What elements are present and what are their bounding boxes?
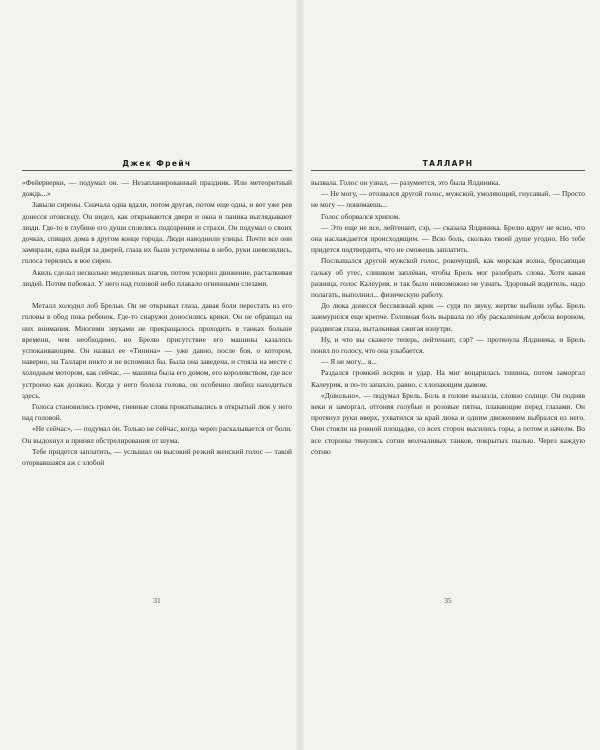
paragraph: «Не сейчас», — подумал он. Только не сейчас, когда череп раскалывается от боли. Он выдохнул и принял обстрелирования от шума. xyxy=(22,424,292,445)
paragraph: Раздался громкий вскрик и удар. На миг воцарилась тишина, потом заморгал Калеурия, и по-то запахло, равно, с хлопающим дымом. xyxy=(311,368,585,389)
paragraph: Ну, и что вы скажете теперь, лейтенант, сэр? — протянула Ялдиника, и Брель понял по голосу, что она улыбается. xyxy=(311,334,585,356)
paragraph: «Довольно», — подумал Брель. Боль в голове вылазла, словно солнце. Он подняв веки и заморгал, отгоняя голубые и розовые пятна, плавающие перед глазами. Он протянул руки вверх, ухватился за край люка и одним движением выбрался из него. Они стояли на ровной площадке, со всех сторон высились горы, а потом и начелм. Во все стороны тянулись сотни молчаливых танков, покрытых пылью. Через каждую сотню xyxy=(311,390,585,456)
page-number: 31 xyxy=(153,596,161,605)
paragraph: До люка донесся бессвязный крик — судя по звуку, жертве выбили зубы. Брель зажмурился еще крепче. Головная боль вырвала по лбу раскаленным добела вороном, раздвигая глаза, выталкивая сжигая изнутри. xyxy=(311,301,585,333)
left-page-body xyxy=(22,177,292,468)
running-head-title: ТАЛЛАРН xyxy=(422,159,474,168)
paragraph: Голос оборвался хрипом. xyxy=(321,211,401,221)
book-gutter xyxy=(296,0,304,750)
running-head-author: Джек Фрейч xyxy=(122,159,192,168)
paragraph: Акиль сделал несколько медленных шагов, потом ускорил движение, расталкивая людей. Потом побежал. У него над головой небо плакало огненными слезами. xyxy=(22,267,292,288)
paragraph: Голоса становились громче, гневные слова прокатывались в открытый люк у него над головой. xyxy=(22,402,292,423)
paragraph: — Не могу, — отозвался другой голос, мужской, умоляющий, гнусавый. — Просто не могу — понимаешь... xyxy=(311,189,585,210)
paragraph: — Я не могу... я... xyxy=(321,357,377,367)
paragraph: — Это еще не все, лейтенант, сэр, — сказала Ялдиника. Брелю вдруг не ясно, что она наслаждается происходящим. — Всю боль, сколько твоей душе угодно. Но тебе придется подтвердить, что не сможешь заплатить. xyxy=(311,222,585,255)
paragraph: «Фейерверки, — подумал он. — Незапланированный праздник. Или метеоритный дождь...» xyxy=(22,178,292,199)
paragraph: вызвала. Голос он узнал, — разумеется, это была Ялдиника. xyxy=(311,178,501,187)
header-rule xyxy=(22,170,292,171)
paragraph: Завыли сирены. Сначала одна вдали, потом другая, потом еще одна, и вот уже рев донесся отовсюду. Он видел, как открываются двери и окна и паника выглядывают люди. Где-то в глубине его души сплелись подозрения и страхи. Он подумал о своих дочках, спящих дома в другом конце города. Люди наводнили улицы. Почти все они замирали, едва выйдя за дверей, глаза их были устремлены в небо, руки шевелились, голоса терялись в вое сирен. xyxy=(22,200,292,266)
paragraph: Тебе придется заплатить, — услышал он высокий резкий женский голос — такой оторвавшаяся аж с злобой xyxy=(22,446,292,468)
paragraph: Послышался другой мужской голос, рокочущий, как морская волна, бросающая гальку об утес, слишком заплёван, чтобы Брель мог разобрать слова. Хотя какая разница, голос Калеурия, и так было невозможно не узнать. Здоровый водитель, надо полагать, выполнил... физическую работу. xyxy=(311,256,585,300)
page-number: 35 xyxy=(444,596,452,605)
header-rule xyxy=(311,170,585,171)
right-page-body xyxy=(311,177,585,457)
paragraph: Металл холодил лоб Брельи. Он не открывал глаза, давая боли перестать из его головы в обод пока ребенок. Где-то снаружи доносились крики. Он не обращал на них внимания. Многими звуками не прекращалось проходить в танках больше времени, чем необходимо, но Брелю присутствие его машины казалось успокаивающим. Он назвал ее «Тинина» — уже давно, после боя, о котором, наверно, на Таллари никто и не вспомнил бы. Была она заведена, и стояла на месте с холодным мотором, как сейчас, — машина была его домом, его королевством, где все устроено как должно. Когда у него болела голова, он особенно любил находиться здесь. xyxy=(22,301,292,400)
